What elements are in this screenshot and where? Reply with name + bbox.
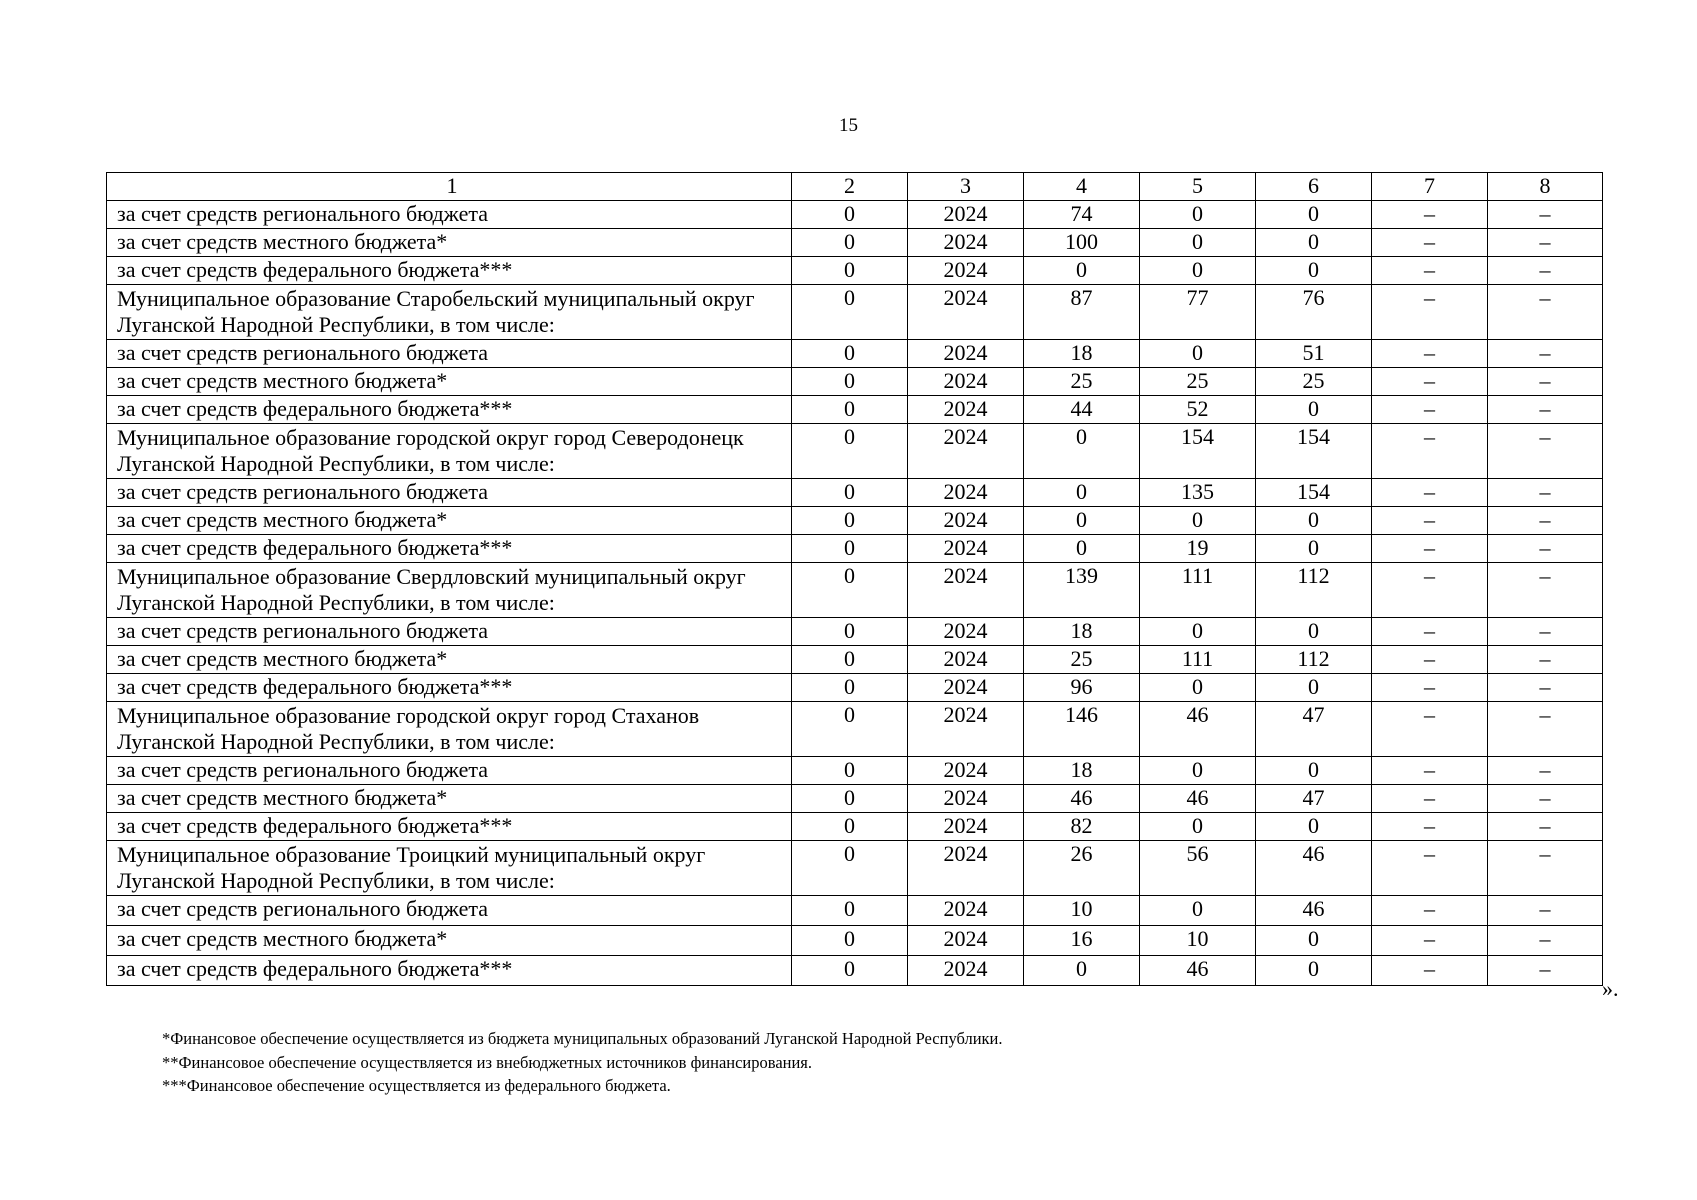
value-cell: –	[1488, 956, 1603, 986]
value-cell: 135	[1140, 479, 1256, 507]
value-cell: –	[1372, 396, 1488, 424]
value-cell: 154	[1256, 479, 1372, 507]
value-cell: 146	[1024, 702, 1140, 757]
value-cell: 0	[1140, 229, 1256, 257]
column-number-header: 6	[1256, 173, 1372, 201]
value-cell: 0	[1024, 956, 1140, 986]
value-cell: 111	[1140, 563, 1256, 618]
value-cell: –	[1372, 702, 1488, 757]
row-label-cell: за счет средств местного бюджета*	[107, 646, 792, 674]
value-cell: 46	[1256, 841, 1372, 896]
value-cell: –	[1488, 813, 1603, 841]
table-row	[107, 896, 1603, 926]
value-cell: 10	[1140, 926, 1256, 956]
value-cell: –	[1372, 785, 1488, 813]
table-row	[107, 646, 1603, 674]
row-label-cell: за счет средств федерального бюджета***	[107, 535, 792, 563]
value-cell: –	[1372, 424, 1488, 479]
value-cell: 46	[1024, 785, 1140, 813]
value-cell: 46	[1140, 956, 1256, 986]
value-cell: 0	[792, 479, 908, 507]
value-cell: 0	[792, 757, 908, 785]
value-cell: 2024	[908, 368, 1024, 396]
row-label-cell: за счет средств регионального бюджета	[107, 618, 792, 646]
value-cell: –	[1372, 618, 1488, 646]
value-cell: –	[1488, 229, 1603, 257]
value-cell: –	[1372, 368, 1488, 396]
value-cell: 0	[792, 926, 908, 956]
row-label-cell: за счет средств регионального бюджета	[107, 340, 792, 368]
value-cell: 2024	[908, 479, 1024, 507]
value-cell: –	[1488, 285, 1603, 340]
value-cell: 112	[1256, 563, 1372, 618]
value-cell: 2024	[908, 201, 1024, 229]
value-cell: 46	[1140, 702, 1256, 757]
row-label-cell: за счет средств местного бюджета*	[107, 785, 792, 813]
value-cell: 51	[1256, 340, 1372, 368]
value-cell: 18	[1024, 340, 1140, 368]
value-cell: 96	[1024, 674, 1140, 702]
value-cell: 0	[1140, 674, 1256, 702]
value-cell: –	[1372, 896, 1488, 926]
value-cell: 0	[792, 201, 908, 229]
table-row	[107, 785, 1603, 813]
value-cell: 0	[1024, 479, 1140, 507]
table-row	[107, 479, 1603, 507]
value-cell: –	[1488, 785, 1603, 813]
value-cell: –	[1372, 479, 1488, 507]
row-label-cell: Муниципальное образование Свердловский муниципальный округ Луганской Народной Республики, в том числе:	[107, 563, 792, 618]
footnotes	[162, 1027, 1003, 1098]
table-row	[107, 757, 1603, 785]
column-number-header: 1	[107, 173, 792, 201]
value-cell: 112	[1256, 646, 1372, 674]
value-cell: 0	[792, 646, 908, 674]
value-cell: –	[1488, 257, 1603, 285]
value-cell: –	[1488, 563, 1603, 618]
value-cell: 46	[1256, 896, 1372, 926]
value-cell: 0	[1256, 229, 1372, 257]
value-cell: 56	[1140, 841, 1256, 896]
row-label-cell: за счет средств регионального бюджета	[107, 896, 792, 926]
value-cell: 2024	[908, 757, 1024, 785]
value-cell: 0	[1256, 813, 1372, 841]
value-cell: 0	[792, 535, 908, 563]
value-cell: 0	[1140, 257, 1256, 285]
value-cell: 0	[1024, 535, 1140, 563]
value-cell: 77	[1140, 285, 1256, 340]
value-cell: –	[1372, 757, 1488, 785]
page-number: 15	[839, 115, 858, 136]
table-row	[107, 368, 1603, 396]
value-cell: 2024	[908, 535, 1024, 563]
value-cell: 0	[1256, 507, 1372, 535]
row-label-cell: за счет средств местного бюджета*	[107, 507, 792, 535]
value-cell: 0	[1256, 618, 1372, 646]
value-cell: 16	[1024, 926, 1140, 956]
closing-quote-mark: ».	[1602, 976, 1619, 1001]
row-label-cell: за счет средств федерального бюджета***	[107, 257, 792, 285]
table-row	[107, 424, 1603, 479]
column-number-header: 3	[908, 173, 1024, 201]
value-cell: 47	[1256, 785, 1372, 813]
row-label-cell: за счет средств федерального бюджета***	[107, 956, 792, 986]
row-label-cell: Муниципальное образование Старобельский муниципальный округ Луганской Народной Республики, в том числе:	[107, 285, 792, 340]
value-cell: 154	[1140, 424, 1256, 479]
value-cell: –	[1488, 201, 1603, 229]
value-cell: 2024	[908, 674, 1024, 702]
value-cell: 0	[1256, 257, 1372, 285]
table-row	[107, 841, 1603, 896]
value-cell: –	[1488, 674, 1603, 702]
value-cell: –	[1488, 702, 1603, 757]
value-cell: 0	[1256, 535, 1372, 563]
value-cell: –	[1488, 896, 1603, 926]
table-row	[107, 285, 1603, 340]
table-row	[107, 535, 1603, 563]
value-cell: 25	[1024, 646, 1140, 674]
row-label-cell: за счет средств федерального бюджета***	[107, 813, 792, 841]
table-row	[107, 618, 1603, 646]
footnote-federal-budget: ***Финансовое обеспечение осуществляется из федерального бюджета.	[162, 1076, 671, 1095]
value-cell: 0	[1140, 340, 1256, 368]
value-cell: –	[1488, 368, 1603, 396]
row-label-cell: за счет средств федерального бюджета***	[107, 396, 792, 424]
value-cell: 2024	[908, 813, 1024, 841]
value-cell: 46	[1140, 785, 1256, 813]
value-cell: 0	[1256, 396, 1372, 424]
value-cell: 87	[1024, 285, 1140, 340]
value-cell: –	[1372, 646, 1488, 674]
row-label-cell: за счет средств регионального бюджета	[107, 479, 792, 507]
row-label-cell: за счет средств местного бюджета*	[107, 368, 792, 396]
value-cell: –	[1372, 813, 1488, 841]
row-label-cell: за счет средств местного бюджета*	[107, 926, 792, 956]
value-cell: 2024	[908, 229, 1024, 257]
value-cell: –	[1372, 285, 1488, 340]
value-cell: 25	[1024, 368, 1140, 396]
value-cell: 0	[792, 956, 908, 986]
value-cell: 2024	[908, 785, 1024, 813]
value-cell: –	[1372, 229, 1488, 257]
value-cell: 76	[1256, 285, 1372, 340]
column-number-header: 4	[1024, 173, 1140, 201]
value-cell: 18	[1024, 757, 1140, 785]
value-cell: 111	[1140, 646, 1256, 674]
value-cell: 0	[1256, 674, 1372, 702]
table-row	[107, 813, 1603, 841]
value-cell: –	[1372, 956, 1488, 986]
value-cell: –	[1488, 757, 1603, 785]
column-number-header: 5	[1140, 173, 1256, 201]
value-cell: 0	[1256, 926, 1372, 956]
value-cell: 0	[1024, 257, 1140, 285]
value-cell: 2024	[908, 841, 1024, 896]
value-cell: 0	[1140, 813, 1256, 841]
value-cell: 0	[792, 285, 908, 340]
value-cell: 2024	[908, 257, 1024, 285]
value-cell: 2024	[908, 340, 1024, 368]
value-cell: 0	[792, 563, 908, 618]
table-row	[107, 674, 1603, 702]
value-cell: 0	[1140, 618, 1256, 646]
value-cell: 0	[792, 257, 908, 285]
value-cell: 0	[792, 396, 908, 424]
value-cell: –	[1372, 841, 1488, 896]
value-cell: 2024	[908, 507, 1024, 535]
value-cell: 0	[792, 896, 908, 926]
value-cell: 0	[792, 841, 908, 896]
value-cell: 0	[792, 785, 908, 813]
value-cell: 47	[1256, 702, 1372, 757]
value-cell: 0	[792, 674, 908, 702]
value-cell: 2024	[908, 563, 1024, 618]
value-cell: 0	[1256, 201, 1372, 229]
value-cell: 0	[1256, 757, 1372, 785]
row-label-cell: за счет средств местного бюджета*	[107, 229, 792, 257]
value-cell: 0	[792, 229, 908, 257]
value-cell: –	[1488, 507, 1603, 535]
value-cell: 0	[1024, 507, 1140, 535]
footnote-extrabudgetary: **Финансовое обеспечение осуществляется из внебюджетных источников финансирования.	[162, 1052, 813, 1072]
value-cell: –	[1488, 340, 1603, 368]
value-cell: 19	[1140, 535, 1256, 563]
table-row	[107, 201, 1603, 229]
value-cell: –	[1372, 674, 1488, 702]
column-number-header: 8	[1488, 173, 1603, 201]
value-cell: 10	[1024, 896, 1140, 926]
value-cell: 52	[1140, 396, 1256, 424]
value-cell: –	[1372, 507, 1488, 535]
value-cell: 44	[1024, 396, 1140, 424]
table-row	[107, 956, 1603, 986]
value-cell: 2024	[908, 956, 1024, 986]
value-cell: 25	[1256, 368, 1372, 396]
value-cell: –	[1372, 535, 1488, 563]
table-row	[107, 257, 1603, 285]
value-cell: 2024	[908, 618, 1024, 646]
value-cell: 0	[792, 424, 908, 479]
row-label-cell: Муниципальное образование городской округ город Северодонецк Луганской Народной Республики, в том числе:	[107, 424, 792, 479]
value-cell: 2024	[908, 424, 1024, 479]
value-cell: 74	[1024, 201, 1140, 229]
value-cell: 0	[1024, 424, 1140, 479]
row-label-cell: за счет средств федерального бюджета***	[107, 674, 792, 702]
value-cell: 0	[792, 340, 908, 368]
value-cell: –	[1488, 535, 1603, 563]
value-cell: 0	[1140, 507, 1256, 535]
column-number-header: 7	[1372, 173, 1488, 201]
value-cell: –	[1372, 340, 1488, 368]
column-number-header: 2	[792, 173, 908, 201]
value-cell: 82	[1024, 813, 1140, 841]
table-row	[107, 507, 1603, 535]
value-cell: 139	[1024, 563, 1140, 618]
table-row	[107, 702, 1603, 757]
value-cell: 0	[792, 618, 908, 646]
value-cell: 18	[1024, 618, 1140, 646]
value-cell: –	[1488, 424, 1603, 479]
value-cell: –	[1372, 926, 1488, 956]
row-label-cell: за счет средств регионального бюджета	[107, 757, 792, 785]
value-cell: 2024	[908, 896, 1024, 926]
value-cell: 0	[1140, 201, 1256, 229]
footnote-local-budget: *Финансовое обеспечение осуществляется из бюджета муниципальных образований Луганской Народной Республики.	[162, 1029, 1003, 1048]
value-cell: 0	[792, 368, 908, 396]
value-cell: 0	[792, 507, 908, 535]
table-row	[107, 229, 1603, 257]
value-cell: 0	[1140, 896, 1256, 926]
row-label-cell: за счет средств регионального бюджета	[107, 201, 792, 229]
value-cell: –	[1488, 618, 1603, 646]
value-cell: 0	[792, 813, 908, 841]
value-cell: 0	[1256, 956, 1372, 986]
value-cell: 0	[792, 702, 908, 757]
value-cell: 100	[1024, 229, 1140, 257]
value-cell: –	[1372, 563, 1488, 618]
value-cell: 25	[1140, 368, 1256, 396]
table-row	[107, 563, 1603, 618]
table-row	[107, 340, 1603, 368]
value-cell: 2024	[908, 702, 1024, 757]
value-cell: –	[1488, 396, 1603, 424]
value-cell: 2024	[908, 646, 1024, 674]
value-cell: –	[1488, 841, 1603, 896]
value-cell: 26	[1024, 841, 1140, 896]
table-row	[107, 926, 1603, 956]
row-label-cell: Муниципальное образование Троицкий муниципальный округ Луганской Народной Республики, в том числе:	[107, 841, 792, 896]
table-row	[107, 396, 1603, 424]
row-label-cell: Муниципальное образование городской округ город Стаханов Луганской Народной Республики, в том числе:	[107, 702, 792, 757]
value-cell: –	[1372, 257, 1488, 285]
value-cell: 2024	[908, 285, 1024, 340]
value-cell: 2024	[908, 926, 1024, 956]
table-header-row	[107, 173, 1603, 201]
value-cell: 154	[1256, 424, 1372, 479]
value-cell: –	[1488, 646, 1603, 674]
value-cell: 0	[1140, 757, 1256, 785]
value-cell: –	[1488, 926, 1603, 956]
data-table	[106, 172, 1603, 986]
value-cell: –	[1488, 479, 1603, 507]
value-cell: 2024	[908, 396, 1024, 424]
value-cell: –	[1372, 201, 1488, 229]
